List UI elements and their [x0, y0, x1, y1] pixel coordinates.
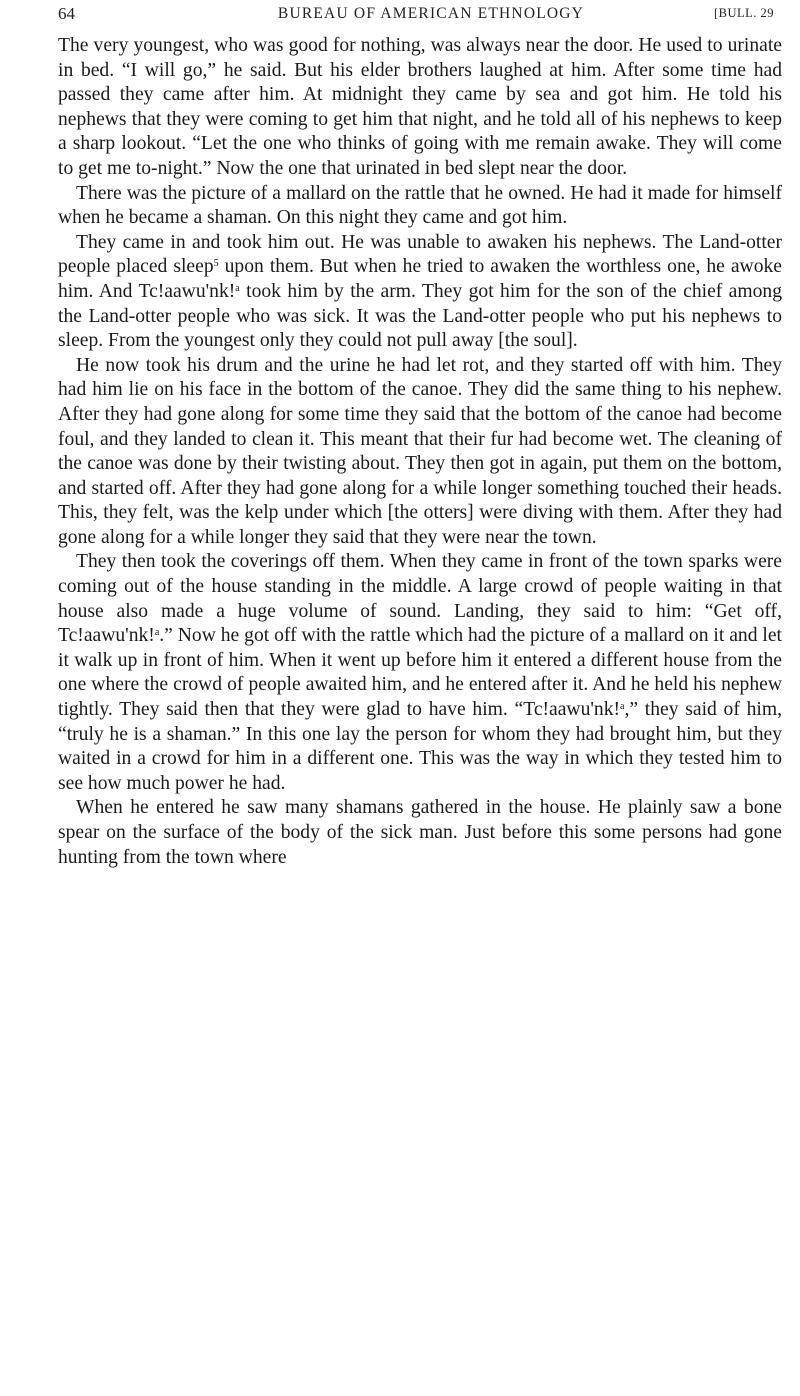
paragraph-text: .” Now he got off with the rattle which had the picture of a mallard on it and let it walk up in front of him. When it went up before him it entered a different house from the one where the crowd of people awaited him, and he entered after it. And he held his nephew tightly. They said then that they were glad to have him. “Tc!aawu'nk!: [58, 625, 782, 721]
footnote-marker: a: [235, 282, 240, 294]
paragraph-p1: [58, 34, 782, 182]
paragraph-text: They then took the coverings off them. When they came in front of the town sparks were coming out of the house standing in the middle. A large crowd of people waiting in that house also made a huge volume of sound. Landing, they said to him: “Get off, Tc!aawu'nk!: [58, 551, 782, 647]
bulletin-reference: [BULL. 29: [713, 6, 774, 20]
paragraph-p5: [58, 550, 782, 796]
paragraph-text: ,” they said of him, “truly he is a shaman.” In this one lay the person for whom they had brought him, but they waited in a crowd for him in a different one. This was the way in which they tested him to see how much power he had.: [58, 699, 782, 794]
paragraph-text: took him by the arm. They got him for the son of the chief among the Land-otter people who was sick. It was the Land-otter people who put his nephews to sleep. From the youngest only they could not pull away [the soul].: [58, 280, 783, 352]
paragraph-text: When he entered he saw many shamans gathered in the house. He plainly saw a bone spear on the surface of the body of the sick man. Just before this some persons had gone hunting from the town where: [58, 797, 782, 868]
paragraph-text: There was the picture of a mallard on the rattle that he owned. He had it made for himself when he became a shaman. On this night they came and got him.: [58, 182, 782, 229]
paragraph-p6: [58, 796, 782, 870]
paragraph-text: They came in and took him out. He was unable to awaken his nephews. The Land-otter people placed sleep: [58, 231, 782, 278]
paragraph-text: The very youngest, who was good for nothing, was always near the door. He used to urinate in bed. “I will go,” he said. But his elder brothers laughed at him. After some time had passed they came after him. At midnight they came by sea and got him. He told his nephews that they were coming to get him that night, and he told all of his nephews to keep a sharp lookout. “Let the one who thinks of going with me remain awake. They will come to get me to-night.” Now the one that urinated in bed slept near the door.: [58, 35, 782, 179]
running-title: BUREAU OF AMERICAN ETHNOLOGY: [277, 5, 585, 22]
paragraph-p2: [58, 182, 782, 231]
body-text: [58, 34, 782, 870]
running-header: [58, 4, 774, 32]
footnote-marker: a: [154, 627, 160, 639]
footnote-marker: 5: [213, 258, 219, 270]
paragraph-p4: [58, 354, 782, 551]
paragraph-text: upon them. But when he tried to awaken the worthless one, he awoke him. And Tc!aawu'nk!: [58, 256, 782, 302]
footnote-marker: a: [620, 701, 625, 713]
paragraph-p3: [58, 231, 782, 354]
page-number: 64: [58, 4, 75, 23]
paragraph-text: He now took his drum and the urine he had let rot, and they started off with him. They had him lie on his face in the bottom of the canoe. They did the same thing to his nephew. After they had gone along for some time they said that the bottom of the canoe had become foul, and they landed to clean it. This meant that their fur had become wet. The cleaning of the canoe was done by their twisting about. They then got in again, put them on the bottom, and started off. After they had gone along for a while longer something touched their heads. This, they felt, was the kelp under which [the otters] were diving with them. After they had gone along for a while longer they said that they were near the town.: [58, 354, 782, 548]
